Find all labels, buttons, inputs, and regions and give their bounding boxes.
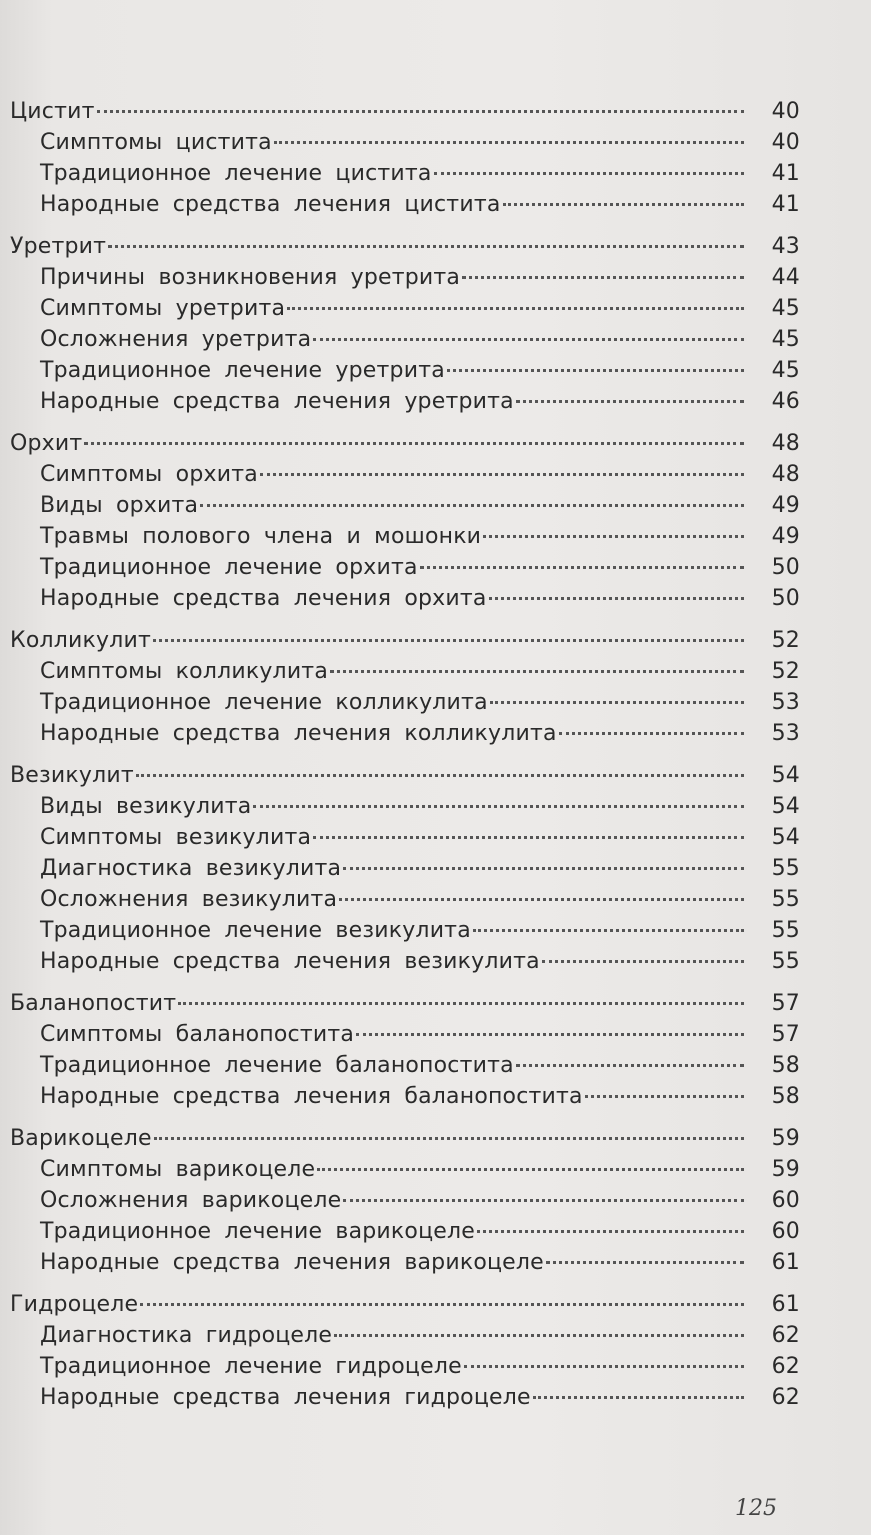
dot-leader [483, 535, 744, 538]
dot-leader [343, 1199, 744, 1202]
dot-leader [503, 203, 744, 206]
dot-leader [343, 867, 744, 870]
subentry-title: Народные средства лечения уретрита [40, 389, 514, 414]
entry-page-number: 60 [771, 1188, 800, 1213]
toc-chapter [10, 760, 800, 791]
entry-page-number: 57 [771, 991, 800, 1016]
dot-leader [274, 141, 744, 144]
toc-subentry [10, 1320, 800, 1351]
chapter-title: Колликулит [10, 628, 151, 653]
toc-subentry [10, 1154, 800, 1185]
toc-subentry [10, 355, 800, 386]
toc-chapter [10, 231, 800, 262]
subentry-title: Симптомы орхита [40, 462, 258, 487]
subentry-title: Симптомы цистита [40, 130, 272, 155]
entry-page-number: 50 [771, 586, 800, 611]
subentry-title: Причины возникновения уретрита [40, 265, 461, 290]
toc-section [10, 760, 800, 977]
dot-leader [434, 172, 744, 175]
toc-subentry [10, 293, 800, 324]
entry-page-number: 58 [771, 1084, 800, 1109]
dot-leader [253, 805, 744, 808]
dot-leader [420, 566, 744, 569]
dot-leader [313, 836, 744, 839]
toc-chapter [10, 1123, 800, 1154]
chapter-title: Баланопостит [10, 991, 177, 1016]
toc-section [10, 1123, 800, 1278]
entry-page-number: 49 [771, 524, 800, 549]
subentry-title: Традиционное лечение орхита [40, 555, 418, 580]
entry-page-number: 41 [771, 192, 800, 217]
entry-page-number: 55 [771, 918, 800, 943]
toc-subentry [10, 1351, 800, 1382]
subentry-title: Осложнения везикулита [40, 887, 338, 912]
dot-leader [140, 1303, 744, 1306]
toc-subentry [10, 1216, 800, 1247]
entry-page-number: 54 [771, 794, 800, 819]
subentry-title: Народные средства лечения везикулита [40, 949, 540, 974]
subentry-title: Симптомы варикоцеле [40, 1157, 316, 1182]
dot-leader [287, 307, 744, 310]
toc-subentry [10, 915, 800, 946]
page-number: 125 [735, 1496, 777, 1521]
toc-chapter [10, 1289, 800, 1320]
dot-leader [108, 245, 744, 248]
toc-subentry [10, 1247, 800, 1278]
entry-page-number: 48 [771, 431, 800, 456]
dot-leader [260, 473, 744, 476]
toc-subentry [10, 583, 800, 614]
dot-leader [585, 1095, 744, 1098]
chapter-title: Уретрит [10, 234, 107, 259]
dot-leader [542, 960, 744, 963]
chapter-title: Варикоцеле [10, 1126, 152, 1151]
entry-page-number: 45 [771, 296, 800, 321]
dot-leader [330, 670, 744, 673]
toc-chapter [10, 988, 800, 1019]
dot-leader [516, 1064, 744, 1067]
entry-page-number: 41 [771, 161, 800, 186]
entry-page-number: 61 [771, 1250, 800, 1275]
dot-leader [489, 597, 744, 600]
entry-page-number: 53 [771, 690, 800, 715]
toc-subentry [10, 1050, 800, 1081]
subentry-title: Народные средства лечения колликулита [40, 721, 557, 746]
toc-subentry [10, 791, 800, 822]
entry-page-number: 59 [771, 1157, 800, 1182]
dot-leader [477, 1230, 744, 1233]
toc-section [10, 231, 800, 417]
entry-page-number: 40 [771, 130, 800, 155]
toc-subentry [10, 490, 800, 521]
entry-page-number: 57 [771, 1022, 800, 1047]
toc-subentry [10, 386, 800, 417]
dot-leader [97, 110, 744, 113]
dot-leader [447, 369, 744, 372]
entry-page-number: 50 [771, 555, 800, 580]
toc-subentry [10, 459, 800, 490]
entry-page-number: 43 [771, 234, 800, 259]
dot-leader [136, 774, 744, 777]
dot-leader [154, 1137, 744, 1140]
entry-page-number: 52 [771, 659, 800, 684]
dot-leader [200, 504, 744, 507]
toc-subentry [10, 324, 800, 355]
entry-page-number: 52 [771, 628, 800, 653]
dot-leader [317, 1168, 744, 1171]
toc-subentry [10, 189, 800, 220]
entry-page-number: 49 [771, 493, 800, 518]
subentry-title: Народные средства лечения варикоцеле [40, 1250, 544, 1275]
entry-page-number: 45 [771, 358, 800, 383]
dot-leader [356, 1033, 744, 1036]
subentry-title: Традиционное лечение везикулита [40, 918, 471, 943]
toc-subentry [10, 687, 800, 718]
toc-chapter [10, 625, 800, 656]
subentry-title: Виды орхита [40, 493, 199, 518]
chapter-title: Орхит [10, 431, 83, 456]
entry-page-number: 62 [771, 1323, 800, 1348]
toc-section [10, 988, 800, 1112]
subentry-title: Традиционное лечение гидроцеле [40, 1354, 462, 1379]
entry-page-number: 62 [771, 1354, 800, 1379]
chapter-title: Гидроцеле [10, 1292, 139, 1317]
entry-page-number: 60 [771, 1219, 800, 1244]
chapter-title: Цистит [10, 99, 95, 124]
toc-chapter [10, 96, 800, 127]
entry-page-number: 55 [771, 887, 800, 912]
subentry-title: Симптомы колликулита [40, 659, 329, 684]
dot-leader [464, 1365, 744, 1368]
subentry-title: Традиционное лечение варикоцеле [40, 1219, 475, 1244]
subentry-title: Народные средства лечения баланопостита [40, 1084, 583, 1109]
dot-leader [462, 276, 744, 279]
toc-section [10, 625, 800, 749]
subentry-title: Симптомы уретрита [40, 296, 286, 321]
toc-subentry [10, 718, 800, 749]
entry-page-number: 62 [771, 1385, 800, 1410]
subentry-title: Виды везикулита [40, 794, 252, 819]
dot-leader [490, 701, 744, 704]
dot-leader [546, 1261, 744, 1264]
toc-subentry [10, 127, 800, 158]
entry-page-number: 54 [771, 763, 800, 788]
toc-subentry [10, 1019, 800, 1050]
entry-page-number: 61 [771, 1292, 800, 1317]
entry-page-number: 48 [771, 462, 800, 487]
subentry-title: Традиционное лечение баланопостита [40, 1053, 514, 1078]
entry-page-number: 59 [771, 1126, 800, 1151]
toc-subentry [10, 656, 800, 687]
subentry-title: Традиционное лечение цистита [40, 161, 432, 186]
dot-leader [559, 732, 744, 735]
subentry-title: Диагностика гидроцеле [40, 1323, 333, 1348]
dot-leader [334, 1334, 744, 1337]
toc-section [10, 428, 800, 614]
subentry-title: Народные средства лечения цистита [40, 192, 501, 217]
toc-subentry [10, 262, 800, 293]
subentry-title: Традиционное лечение колликулита [40, 690, 488, 715]
toc-subentry [10, 1382, 800, 1413]
subentry-title: Осложнения уретрита [40, 327, 312, 352]
toc-subentry [10, 521, 800, 552]
toc-chapter [10, 428, 800, 459]
toc-subentry [10, 822, 800, 853]
toc-section [10, 96, 800, 220]
dot-leader [533, 1396, 744, 1399]
entry-page-number: 45 [771, 327, 800, 352]
entry-page-number: 53 [771, 721, 800, 746]
entry-page-number: 46 [771, 389, 800, 414]
toc-subentry [10, 1185, 800, 1216]
entry-page-number: 55 [771, 949, 800, 974]
dot-leader [313, 338, 744, 341]
subentry-title: Традиционное лечение уретрита [40, 358, 445, 383]
dot-leader [153, 639, 744, 642]
entry-page-number: 55 [771, 856, 800, 881]
entry-page-number: 58 [771, 1053, 800, 1078]
chapter-title: Везикулит [10, 763, 134, 788]
subentry-title: Диагностика везикулита [40, 856, 342, 881]
toc-subentry [10, 946, 800, 977]
dot-leader [84, 442, 744, 445]
entry-page-number: 54 [771, 825, 800, 850]
entry-page-number: 40 [771, 99, 800, 124]
toc-subentry [10, 158, 800, 189]
subentry-title: Симптомы везикулита [40, 825, 312, 850]
toc-subentry [10, 1081, 800, 1112]
subentry-title: Травмы полового члена и мошонки [40, 524, 482, 549]
dot-leader [178, 1002, 744, 1005]
subentry-title: Народные средства лечения гидроцеле [40, 1385, 531, 1410]
toc-subentry [10, 552, 800, 583]
entry-page-number: 44 [771, 265, 800, 290]
toc-section [10, 1289, 800, 1413]
dot-leader [473, 929, 744, 932]
dot-leader [339, 898, 744, 901]
toc-subentry [10, 853, 800, 884]
table-of-contents [10, 96, 800, 1424]
subentry-title: Симптомы баланопостита [40, 1022, 355, 1047]
subentry-title: Народные средства лечения орхита [40, 586, 487, 611]
dot-leader [516, 400, 744, 403]
toc-subentry [10, 884, 800, 915]
subentry-title: Осложнения варикоцеле [40, 1188, 342, 1213]
